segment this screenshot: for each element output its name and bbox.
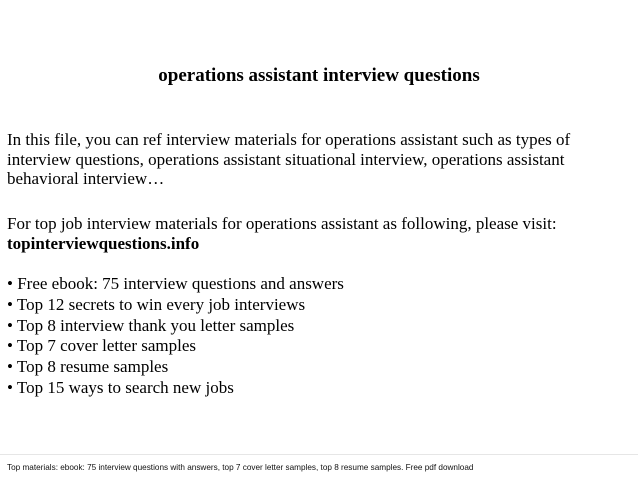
visit-paragraph <box>7 214 632 253</box>
footer-bar <box>0 454 638 479</box>
list-item: • Top 7 cover letter samples <box>7 335 197 355</box>
footer-text: Top materials: ebook: 75 interview questions with answers, top 7 cover letter samples, top 8 resume samples. Free pdf download <box>7 463 474 472</box>
list-item: • Top 8 resume samples <box>7 356 169 376</box>
list-item: • Top 12 secrets to win every job interviews <box>7 295 306 314</box>
list-item: • Free ebook: 75 interview questions and answers <box>7 274 344 293</box>
site-link[interactable]: topinterviewquestions.info <box>7 233 200 253</box>
list-item: • Top 8 interview thank you letter samples <box>7 316 295 335</box>
intro-paragraph: In this file, you can ref interview materials for operations assistant such as types of interview questions, operations assistant situational interview, operations assistant behavioral interview… <box>7 130 571 188</box>
visit-text: For top job interview materials for operations assistant as following, please visit: <box>7 214 557 233</box>
materials-list <box>7 274 632 399</box>
list-item: • Top 15 ways to search new jobs <box>7 377 234 397</box>
page-title: operations assistant interview questions <box>158 65 480 86</box>
